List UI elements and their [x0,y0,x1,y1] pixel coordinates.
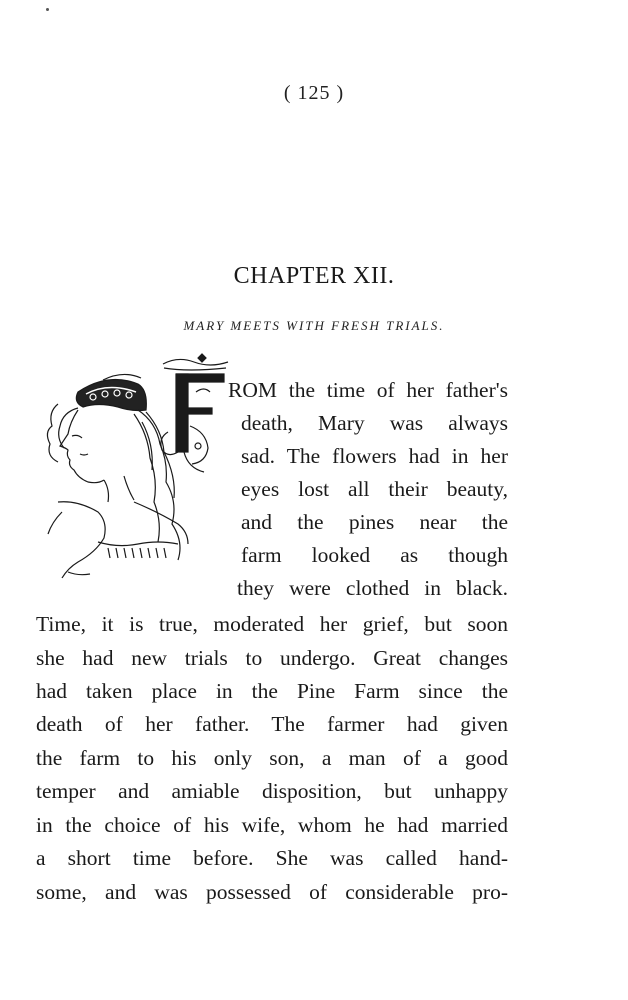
body-text-line: some, and was possessed of considerable pro- [36,880,508,904]
body-text-line: temper and amiable disposition, but unhappy [36,779,508,803]
body-text-line: death of her father. The farmer had given [36,712,508,736]
body-text-line: Time, it is true, moderated her grief, but soon [36,612,508,636]
chapter-title: CHAPTER XII. [233,263,395,289]
body-text-line: sad. The flowers had in her [241,444,508,468]
body-text-line: they were clothed in black. [237,576,508,600]
chapter-subtitle: MARY MEETS WITH FRESH TRIALS. [183,318,445,333]
body-text-line: the farm to his only son, a man of a good [36,746,508,770]
drop-cap-ornament [161,354,228,472]
body-text-line: eyes lost all their beauty, [241,477,508,501]
body-text-line: death, Mary was always [241,411,508,435]
body-text-line: ROM the time of her father's [228,378,508,402]
body-text-line: in the choice of his wife, whom he had married [36,813,508,837]
body-text-line: a short time before. She was called hand- [36,846,508,870]
drop-cap-illustration [38,352,234,584]
body-text-line: farm looked as though [241,543,508,567]
page-speck [46,8,49,11]
body-text-line: and the pines near the [241,510,508,534]
body-text-line: she had new trials to undergo. Great changes [36,646,508,670]
page-number: ( 125 ) [283,82,345,104]
body-text-line: had taken place in the Pine Farm since the [36,679,508,703]
woman-portrait-image [47,374,188,578]
